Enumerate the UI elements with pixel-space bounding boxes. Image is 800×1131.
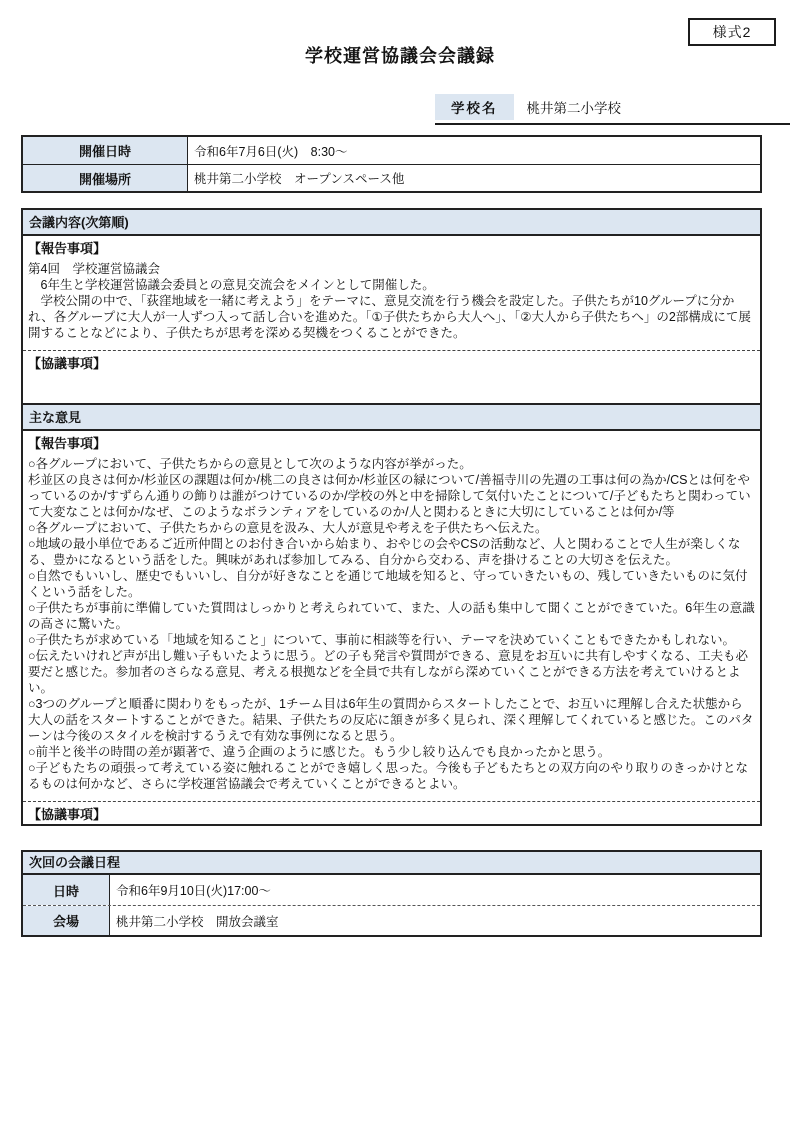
next-meeting-venue-label: 会場 [23,906,110,935]
page-title: 学校運営協議会会議録 [305,46,495,66]
school-name-value: 桃井第二小学校 [526,101,621,116]
form-number-label: 様式2 [712,24,752,40]
opinion-item: ○3つのグループと順番に関わりをもったが、1チーム目は6年生の質問からスタートしたことで、お互いに理解し合えた状態から大人の話をスタートすることができた。結果、子供たちの反応に頷きが多く見られ、深く理解してくれていると感じた。このパターンは今後のスタイルを検討するうえで有効な事例になると思う。 [28,697,754,743]
meeting-datetime-value: 令和6年7月6日(火) 8:30～ [194,144,348,159]
agenda-section [21,208,762,403]
next-meeting-datetime-value: 令和6年9月10日(火)17:00～ [116,884,271,898]
opinion-item: ○各グループにおいて、子供たちからの意見として次のような内容が挙がった。 [28,457,472,471]
meeting-place-label: 開催場所 [23,165,188,191]
agenda-section-header: 会議内容(次第順) [23,210,760,236]
table-row [23,137,760,164]
dashed-divider [23,350,760,351]
agenda-paragraph: 第4回 学校運営協議会 [28,262,160,276]
dashed-divider [23,801,760,802]
agenda-section-body [23,236,760,372]
opinions-section [21,403,762,826]
opinion-item: 杉並区の良さは何か/杉並区の課題は何か/桃二の良さは何か/杉並区の緑について/善福寺川の先週の工事は何の為か/CSとは何をやっているのか/すずらん通りの飾りは誰がつけているのか/学校の外と中を掃除して気付いたことについて/子どもたちと関わっていて大変なことは何か/なぜ、このようなボランティアをしているのか/人と関わるときに大切にしていることは何か/等 [28,473,751,519]
opinion-item: ○伝えたいけれど声が出し難い子もいたように思う。どの子も発言や質問ができる、意見をお互いに共有しやすくなる、工夫も必要だと感じた。参加者のさらなる意見、考える根拠などを全員で共有しながら深めていくことができる方法を考えていけるとよい。 [28,649,749,695]
meeting-info-table [21,135,762,193]
agenda-paragraph: 学校公開の中で、「荻窪地域を一緒に考えよう」をテーマに、意見交流を行う機会を設定した。子供たちが10グループに分かれ、各グループに大人が一人ずつ入って話し合いを進めた。「①子供たちから大人へ」、「②大人から子供たちへ」の2部構成にて展開することなどにより、子供たちが思考を深める契機をつくることができた。 [28,294,751,340]
discussion-items-label: 【協議事項】 [28,356,107,371]
opinion-item: ○子供たちが求めている「地域を知ること」について、事前に相談等を行い、テーマを決めていくこともできたかもしれない。 [28,633,736,647]
next-meeting-table [21,850,762,937]
school-name-label: 学校名 [435,94,514,120]
report-items-label: 【報告事項】 [28,436,107,451]
opinion-item: ○子供たちが事前に準備していた質問はしっかりと考えられていて、また、人の話も集中して聞くことができていた。6年生の意識の高さに驚いた。 [28,601,755,631]
opinions-section-header: 主な意見 [23,405,760,431]
report-items-label: 【報告事項】 [28,241,107,256]
agenda-paragraph: 6年生と学校運営協議会委員との意見交流会をメインとして開催した。 [28,278,435,292]
next-meeting-header: 次回の会議日程 [23,852,760,875]
meeting-place-value: 桃井第二小学校 オープンスペース他 [194,172,405,186]
opinion-item: ○子どもたちの頑張って考えている姿に触れることができ嬉しく思った。今後も子どもたちとの双方向のやり取りのきっかけとなるものは何かなど、さらに学校運営協議会で考えていくことができるとよい。 [28,761,749,791]
next-meeting-venue-value: 桃井第二小学校 開放会議室 [116,914,279,929]
table-row [23,875,760,905]
school-name-row [435,94,790,125]
opinion-item: ○各グループにおいて、子供たちからの意見を汲み、大人が意見や考えを子供たちへ伝えた。 [28,521,548,535]
opinion-item: ○自然でもいいし、歴史でもいいし、自分が好きなことを通じて地域を知ると、守っていきたいもの、残していきたいものに気付くという話をした。 [28,569,748,599]
meeting-datetime-label: 開催日時 [23,137,188,164]
table-row [23,164,760,191]
table-row [23,905,760,935]
opinion-item: ○前半と後半の時間の差が顕著で、違う企画のように感じた。もう少し絞り込んでも良かったかと思う。 [28,745,611,759]
discussion-items-label: 【協議事項】 [28,807,107,822]
opinion-item: ○地域の最小単位であるご近所仲間とのお付き合いから始まり、おやじの会やCSの活動など、人と関わることで人生が楽しくなる、豊かになるという話をした。興味があれば参加してみる、自分から交わる、声を掛けることの大切さを伝えた。 [28,537,741,567]
opinions-section-body [23,431,760,823]
next-meeting-datetime-label: 日時 [23,875,110,905]
